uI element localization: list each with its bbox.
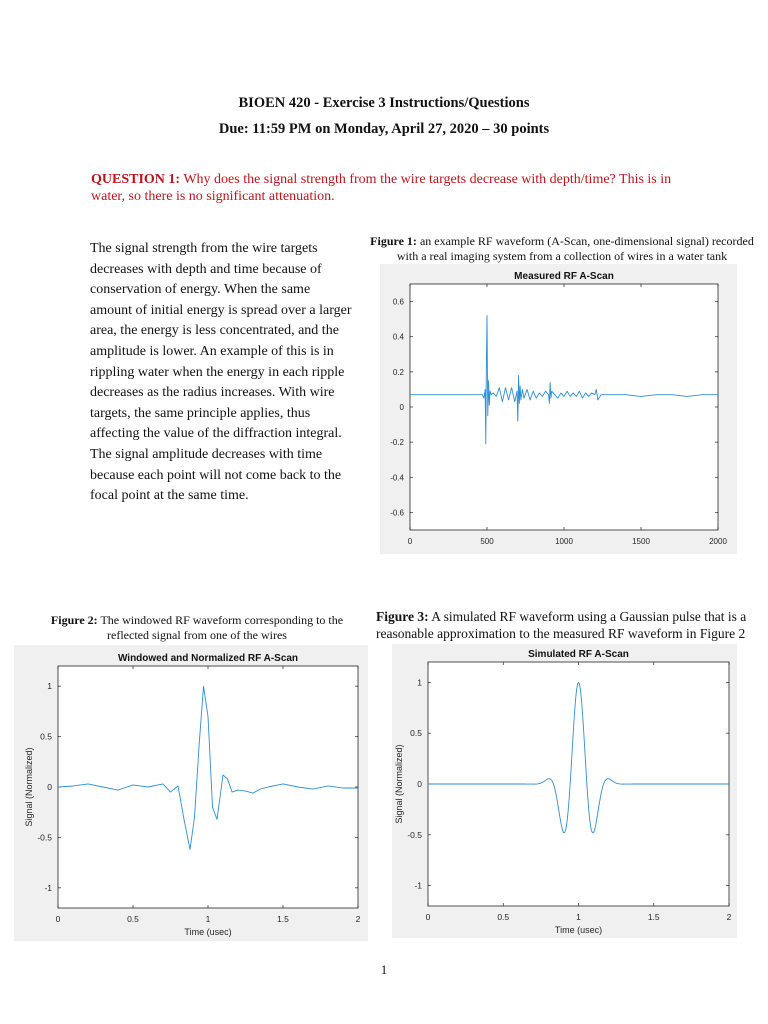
y-tick-label: 0.2 <box>392 367 404 377</box>
x-tick-label: 1000 <box>555 537 573 546</box>
simulated-rf-chart <box>392 644 737 938</box>
y-tick-label: 0 <box>47 782 52 792</box>
x-tick-label: 0.5 <box>127 914 139 924</box>
plot-area <box>410 284 718 530</box>
y-tick-label: 0 <box>399 403 404 412</box>
question-1 <box>91 171 691 205</box>
y-tick-label: 0.5 <box>40 731 52 742</box>
x-tick-label: 0 <box>425 912 431 922</box>
figure-2-plot <box>14 645 368 941</box>
page-number: 1 <box>380 962 388 977</box>
x-tick-label: 0 <box>407 537 413 546</box>
x-tick-label: 500 <box>480 537 494 546</box>
y-axis-label: Signal (Normalized) <box>24 747 34 827</box>
chart-title: Simulated RF A-Scan <box>528 649 629 660</box>
figure-1-caption <box>364 234 760 264</box>
x-tick-label: 1.5 <box>647 912 660 922</box>
figure-1-label: Figure 1: <box>370 234 417 248</box>
figure-2-caption <box>40 613 354 643</box>
due-date: Due: 11:59 PM on Monday, April 27, 2020 – 30 points <box>218 121 550 137</box>
x-tick-label: 1 <box>205 914 211 924</box>
x-tick-label: 1.5 <box>277 914 289 924</box>
y-tick-label: 0.6 <box>392 297 404 307</box>
figure-2-label: Figure 2: <box>50 613 98 627</box>
y-tick-label: 1 <box>47 681 52 692</box>
figure-1-caption-text: an example RF waveform (A-Scan, one-dimensional signal) recorded with a real imaging system from a collection of wires in a water tank <box>396 234 754 263</box>
x-tick-label: 0 <box>55 914 61 924</box>
y-tick-label: -0.5 <box>37 832 52 843</box>
y-tick-label: -1 <box>44 882 52 893</box>
y-tick-label: 0.5 <box>410 728 422 739</box>
x-tick-label: 2 <box>355 914 361 924</box>
chart-title: Windowed and Normalized RF A-Scan <box>117 653 299 664</box>
y-tick-label: -0.5 <box>407 829 422 840</box>
figure-3-label: Figure 3: <box>376 609 429 624</box>
figure-3-plot <box>392 644 737 938</box>
y-tick-label: 0 <box>417 779 422 789</box>
x-axis-label: Time (usec) <box>554 925 603 935</box>
y-tick-label: 0.4 <box>392 332 404 342</box>
x-tick-label: 0.5 <box>497 912 510 922</box>
y-tick-label: -1 <box>414 880 422 891</box>
figure-3-caption <box>376 608 764 642</box>
figure-1-plot <box>380 264 737 554</box>
x-tick-label: 1 <box>576 912 581 922</box>
measured-rf-chart <box>380 264 737 554</box>
question-1-text: Why does the signal strength from the wire targets decrease with depth/time? This is in water, so there is no significant attenuation. <box>91 172 672 204</box>
figure-2-caption-text: The windowed RF waveform corresponding to the reflected signal from one of the wires <box>97 613 344 642</box>
question-1-label: QUESTION 1: <box>91 172 181 187</box>
x-axis-label: Time (usec) <box>184 927 232 937</box>
x-tick-label: 1500 <box>632 537 650 546</box>
x-tick-label: 2000 <box>709 537 727 546</box>
document-title: BIOEN 420 - Exercise 3 Instructions/Questions <box>238 95 530 111</box>
windowed-rf-chart <box>14 645 368 941</box>
y-tick-label: -0.6 <box>390 508 404 518</box>
y-tick-label: -0.4 <box>390 473 404 483</box>
y-tick-label: -0.2 <box>390 438 404 448</box>
figure-3-caption-text: A simulated RF waveform using a Gaussian pulse that is a reasonable approximation to the measured RF waveform in Figure 2 <box>376 609 747 641</box>
chart-title: Measured RF A-Scan <box>514 271 614 282</box>
y-axis-label: Signal (Normalized) <box>394 744 404 824</box>
answer-text: The signal strength from the wire targets decreases with depth and time because of conservation of energy. When the same amount of initial energy is spread over a larger area, the energy is less concentrated, and the amplitude is lower. An example of this is in rippling water when the energy in each ripple decreases as the radius increases. With wire targets, the same principle applies, thus affecting the value of the diffraction integral. The signal amplitude decreases with time because each point will not come back to the focal point at the same time. <box>90 241 352 504</box>
y-tick-label: 1 <box>417 677 422 688</box>
x-tick-label: 2 <box>726 912 732 922</box>
